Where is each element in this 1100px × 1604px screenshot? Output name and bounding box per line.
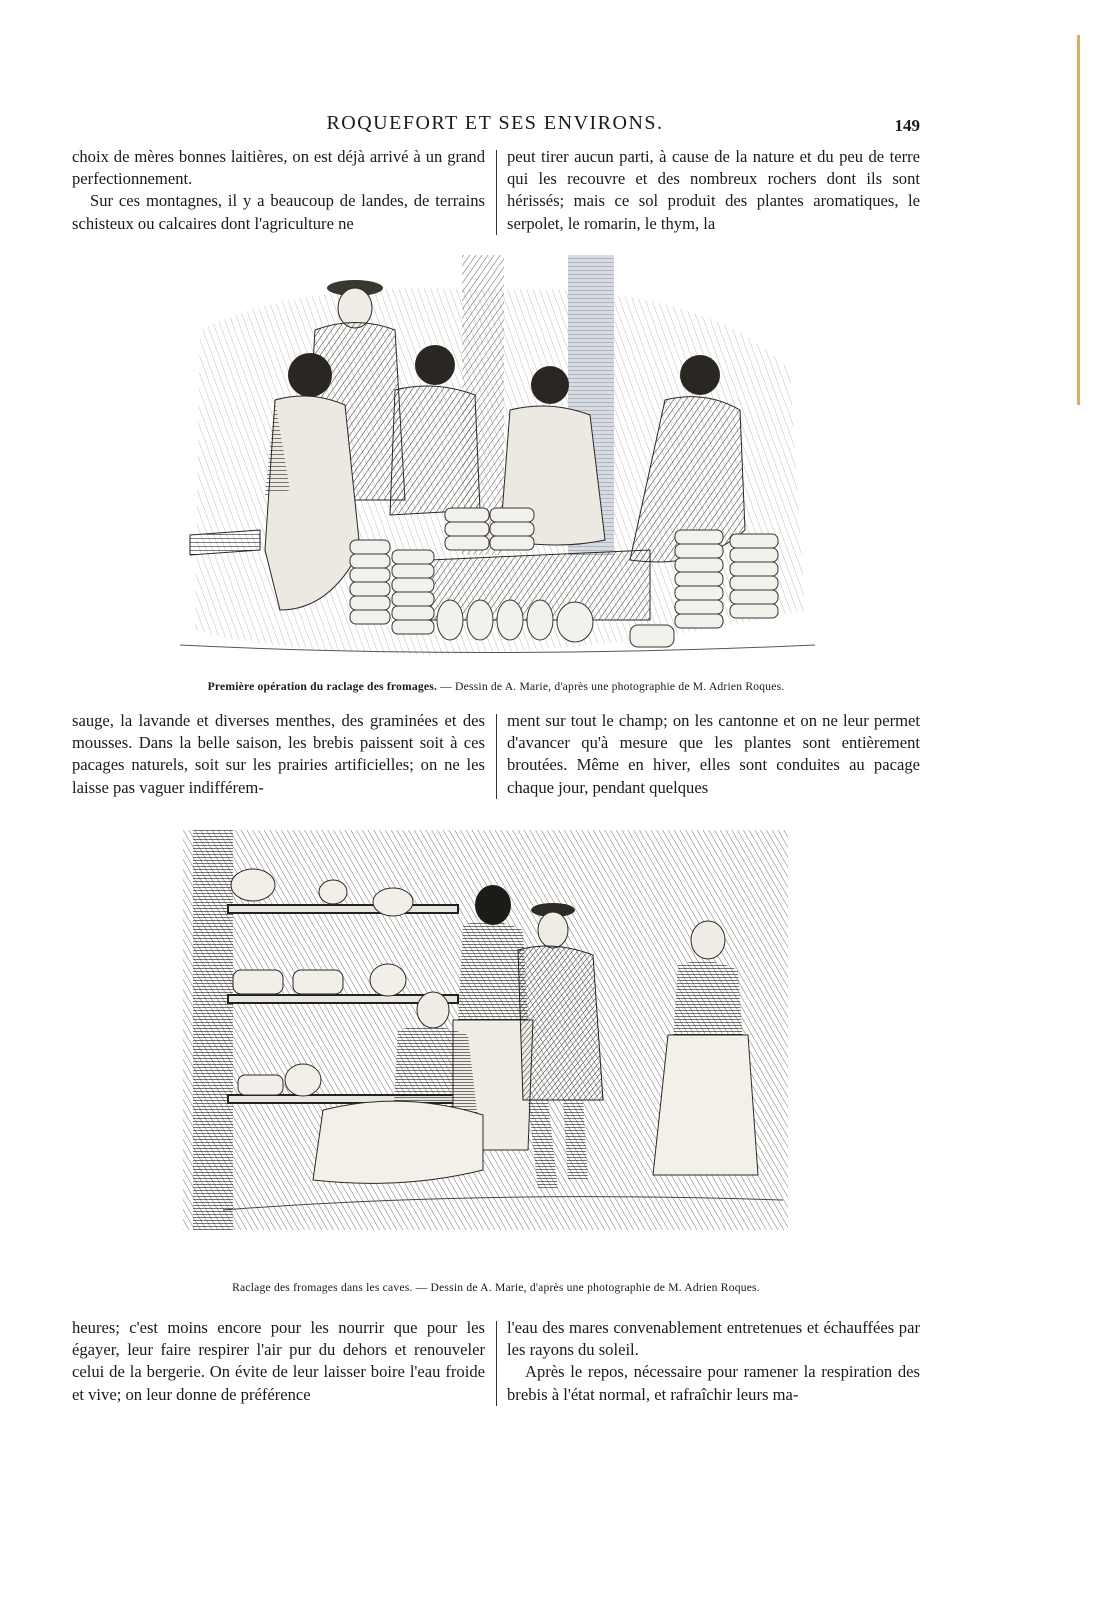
column-rule: [496, 714, 497, 799]
paragraph: sauge, la lavande et diverses menthes, des graminées et des mousses. Dans la belle saison, les brebis paissent soit à ces pacages naturels, soit sur les prairies artificielles; on ne les laisse pas vaguer indifférem-: [72, 711, 485, 797]
paragraph: peut tirer aucun parti, à cause de la nature et du peu de terre qui les recouvre et des nombreux rochers dont ils sont hérissés; mais ce sol produit des plantes aromatiques, le serpolet, le romarin, le thym, la: [507, 147, 920, 233]
running-title: ROQUEFORT ET SES ENVIRONS.: [326, 112, 664, 134]
engraving-cheese-scraping: [180, 250, 815, 668]
running-head: [70, 112, 920, 140]
column-rule: [496, 150, 497, 235]
column-rule: [496, 1321, 497, 1406]
text-block-2: [72, 710, 920, 799]
figure-caption-2: Raclage des fromages dans les caves. — Dessin de A. Marie, d'après une photographie de M. Adrien Roques.: [232, 1281, 760, 1294]
paragraph: l'eau des mares convenablement entretenues et échauffées par les rayons du soleil.: [507, 1318, 920, 1360]
engraving-cellar-scraping: [183, 830, 788, 1230]
text-column-left: [72, 710, 485, 799]
page-number: 149: [894, 116, 920, 135]
text-column-right: [507, 710, 920, 799]
text-block-1: [72, 146, 920, 235]
text-column-right: [507, 146, 920, 235]
text-block-3: [72, 1317, 920, 1406]
paragraph: heures; c'est moins encore pour les nourrir que pour les égayer, leur faire respirer l'air pur du dehors et renouveler celui de la bergerie. On évite de leur laisser boire l'eau froide et vive; on leur donne de préférence: [72, 1318, 485, 1404]
paragraph: ment sur tout le champ; on les cantonne et on ne leur permet d'avancer qu'à mesure que les plantes sont entièrement broutées. Même en hiver, elles sont conduites au pacage chaque jour, pendant quelques: [507, 711, 920, 797]
page-edge-mark: [1077, 35, 1080, 405]
text-column-left: [72, 1317, 485, 1406]
caption-title: Première opération du raclage des fromages.: [207, 680, 438, 693]
text-column-left: [72, 146, 485, 235]
paragraph: Après le repos, nécessaire pour ramener la respiration des brebis à l'état normal, et rafraîchir leurs ma-: [507, 1362, 920, 1404]
paragraph: Sur ces montagnes, il y a beaucoup de landes, de terrains schisteux ou calcaires dont l'agriculture ne: [72, 191, 485, 233]
figure-caption-1: [72, 680, 920, 693]
caption-credit: — Dessin de A. Marie, d'après une photographie de M. Adrien Roques.: [437, 680, 785, 693]
text-column-right: [507, 1317, 920, 1406]
paragraph: choix de mères bonnes laitières, on est déjà arrivé à un grand perfectionnement.: [72, 147, 485, 189]
